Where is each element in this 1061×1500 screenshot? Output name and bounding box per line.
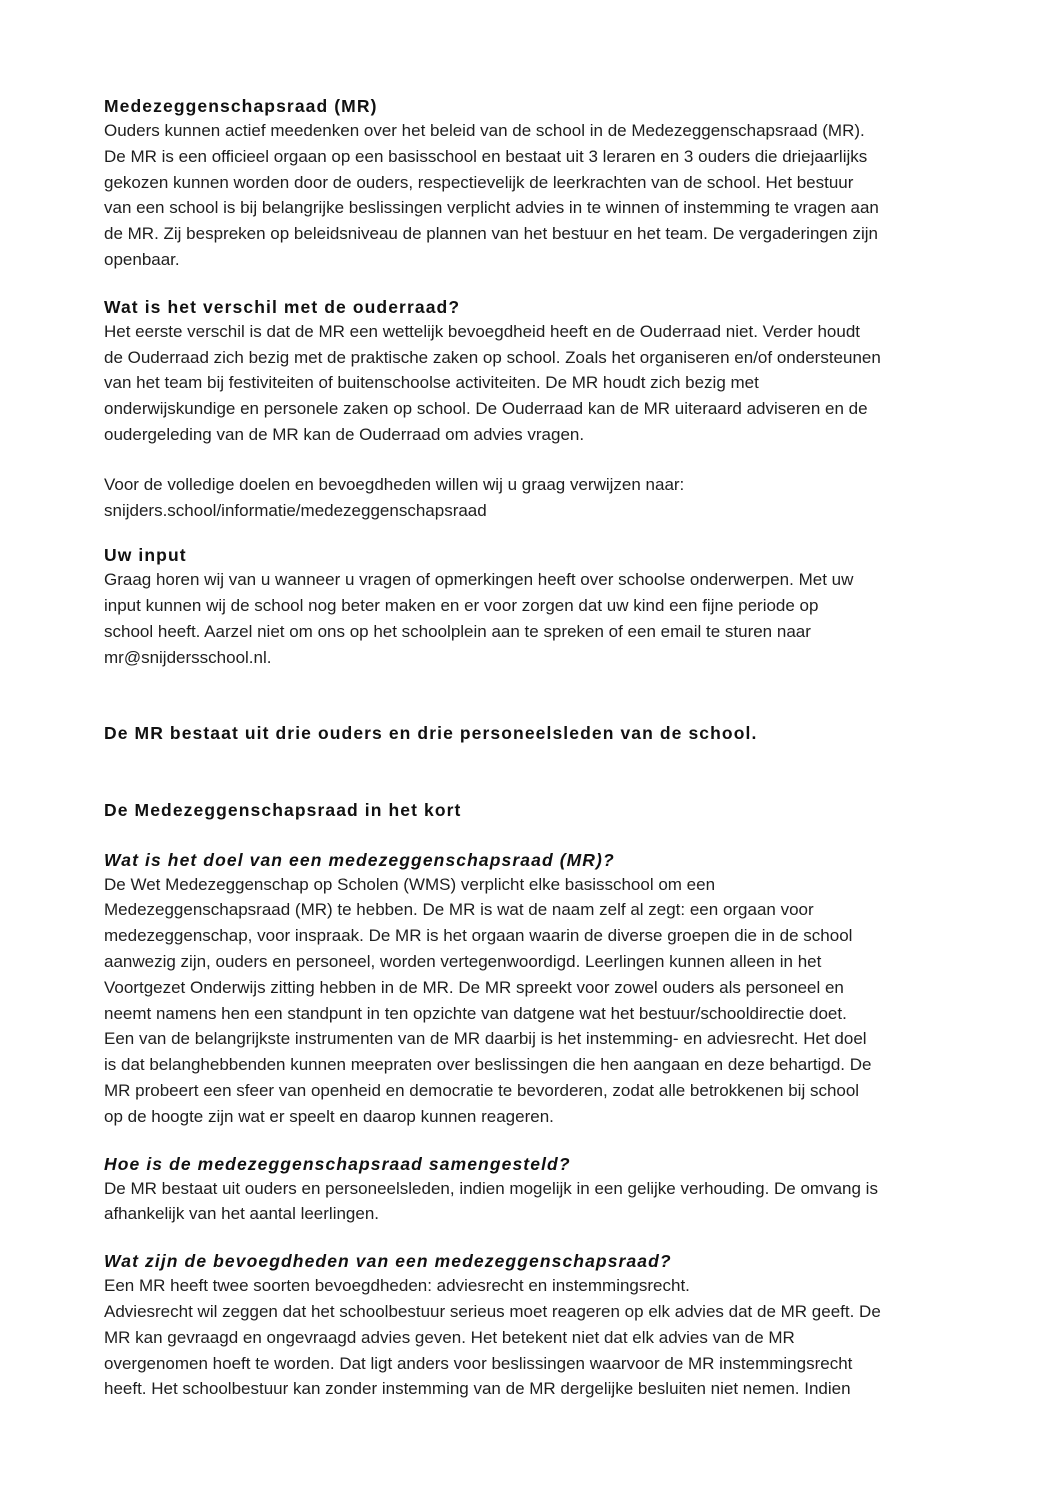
text-line: Ouders kunnen actief meedenken over het beleid van de school in de Medezeggenschapsraad (MR). [104,121,865,140]
text-line: Adviesrecht wil zeggen dat het schoolbestuur serieus moet reageren op elk advies dat de MR geeft. De [104,1301,881,1321]
heading-kort: De Medezeggenschapsraad in het kort [104,799,462,820]
heading-doel: Wat is het doel van een medezeggenschapsraad (MR)? [104,849,615,870]
text-line: onderwijskundige en personele zaken op school. De Ouderraad kan de MR uiteraard adviseren en de [104,399,868,419]
heading-verschil: Wat is het verschil met de ouderraad? [104,296,461,317]
text-line: neemt namens hen een standpunt in ten opzichte van datgene wat het bestuur/schooldirectie doet. [104,1003,847,1023]
text-line: Een van de belangrijkste instrumenten van de MR daarbij is het instemming- en adviesrecht. Het doel [104,1029,867,1049]
statement-samenstelling: De MR bestaat uit drie ouders en drie personeelsleden van de school. [104,722,758,743]
text-line: Graag horen wij van u wanneer u vragen of opmerkingen heeft over schoolse onderwerpen. Met uw [104,570,854,590]
paragraph-verschil [104,319,984,448]
text-line: Een MR heeft twee soorten bevoegdheden: adviesrecht en instemmingsrecht. [104,1276,690,1296]
text-line: openbaar. [104,249,180,269]
heading-samengesteld: Hoe is de medezeggenschapsraad samengesteld? [104,1153,571,1174]
heading-mr: Medezeggenschapsraad (MR) [104,96,378,116]
text-line: input kunnen wij de school nog beter maken en er voor zorgen dat uw kind een fijne periode op [104,596,819,616]
text-line: Het eerste verschil is dat de MR een wettelijk bevoegdheid heeft en de Ouderraad niet. Verder houdt [104,321,861,341]
document-page [104,94,984,1402]
website-link-text: snijders.school/informatie/medezeggenschapsraad [104,500,487,520]
text-line: de Ouderraad zich bezig met de praktische zaken op school. Zoals het organiseren en/of ondersteunen [104,347,881,367]
text-line: medezeggenschap, voor inspraak. De MR is het orgaan waarin de diverse groepen die in de school [104,926,853,946]
text-line: overgenomen hoeft te worden. Dat ligt anders voor beslissingen waarvoor de MR instemmingsrecht [104,1353,853,1373]
paragraph-doel [104,872,984,1130]
text-line: van het team bij festiviteiten of buitenschoolse activiteiten. De MR houdt zich bezig met [104,373,759,393]
heading-input: Uw input [104,545,187,566]
text-line: MR probeert een sfeer van openheid en democratie te bevorderen, zodat alle betrokkenen bij school [104,1080,860,1100]
text-line: van een school is bij belangrijke beslissingen verplicht advies in te winnen of instemming te vragen aan [104,198,879,218]
text-line: Medezeggenschapsraad (MR) te hebben. De MR is wat de naam zelf al zegt: een orgaan voor [104,900,814,920]
text-line: MR kan gevraagd en ongevraagd advies geven. Het betekent niet dat elk advies van de MR [104,1327,795,1347]
text-line: op de hoogte zijn wat er speelt en daarop kunnen reageren. [104,1106,554,1126]
text-line: school heeft. Aarzel niet om ons op het schoolplein aan te spreken of een email te sturen naar [104,621,811,641]
paragraph-samengesteld [104,1176,984,1228]
heading-bevoegdheden: Wat zijn de bevoegdheden van een medezeggenschapsraad? [104,1251,672,1272]
text-line: aanwezig zijn, ouders en personeel, worden vertegenwoordigd. Leerlingen kunnen alleen in het [104,951,822,971]
paragraph-mr [104,118,984,273]
text-line: De MR bestaat uit ouders en personeelsleden, indien mogelijk in een gelijke verhouding. De omvang is [104,1178,878,1198]
text-line: afhankelijk van het aantal leerlingen. [104,1204,380,1224]
text-line: de MR. Zij bespreken op beleidsniveau de plannen van het bestuur en het team. De vergaderingen zijn [104,224,878,244]
paragraph-verwijzing [104,472,984,524]
text-line: heeft. Het schoolbestuur kan zonder instemming van de MR dergelijke besluiten niet nemen. Indien [104,1379,851,1399]
email-text: mr@snijdersschool.nl. [104,647,272,667]
text-line: is dat belanghebbenden kunnen meepraten over beslissingen die hen aangaan en deze behartigd. De [104,1055,872,1075]
text-line: oudergeleding van de MR kan de Ouderraad om advies vragen. [104,424,585,444]
text-line: Voor de volledige doelen en bevoegdheden willen wij u graag verwijzen naar: [104,474,685,494]
text-line: De MR is een officieel orgaan op een basisschool en bestaat uit 3 leraren en 3 ouders die driejaarlijks [104,146,868,166]
paragraph-input [104,567,984,670]
text-line: De Wet Medezeggenschap op Scholen (WMS) verplicht elke basisschool om een [104,874,716,894]
text-line: gekozen kunnen worden door de ouders, respectievelijk de leerkrachten van de school. Het bestuur [104,172,854,192]
paragraph-bevoegdheden [104,1273,984,1402]
text-line: Voortgezet Onderwijs zitting hebben in de MR. De MR spreekt voor zowel ouders als personeel en [104,977,844,997]
